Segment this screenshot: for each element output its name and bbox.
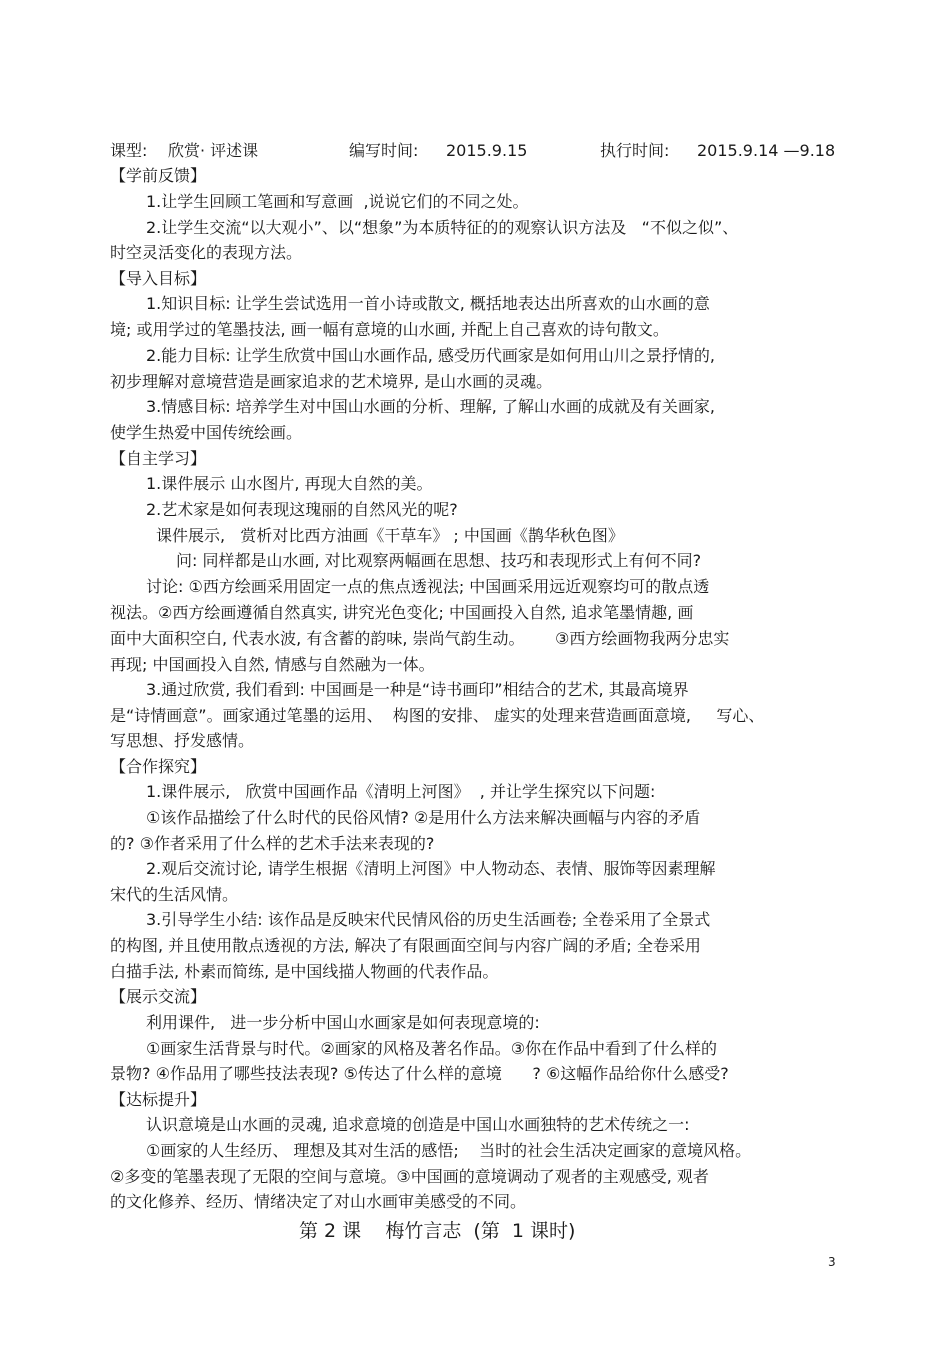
execution-time-label: 执行时间: <box>600 141 670 160</box>
section-heading-presentation: 【展示交流】 <box>110 987 207 1006</box>
body-line: 3.情感目标: 培养学生对中国山水画的分析、理解, 了解山水画的成就及有关画家, <box>146 397 716 416</box>
body-line: 白描手法, 朴素而简练, 是中国线描人物画的代表作品。 <box>110 962 499 981</box>
body-line: 写思想、抒发感情。 <box>110 731 255 750</box>
section-heading-objectives: 【导入目标】 <box>110 269 207 288</box>
section-heading-self-study: 【自主学习】 <box>110 449 207 468</box>
section-heading-assessment: 【达标提升】 <box>110 1090 207 1109</box>
body-line: ①画家生活背景与时代。②画家的风格及著名作品。③你在作品中看到了什么样的 <box>146 1039 718 1058</box>
section-heading-pre-feedback: 【学前反馈】 <box>110 166 207 185</box>
body-line: 是“诗情画意”。画家通过笔墨的运用、 构图的安排、 虚实的处理来营造画面意境, 写心、 <box>110 706 765 725</box>
body-line: 景物? ④作品用了哪些技法表现? ⑤传达了什么样的意境 ? ⑥这幅作品给你什么感受? <box>110 1064 729 1083</box>
body-line: 初步理解对意境营造是画家追求的艺术境界, 是山水画的灵魂。 <box>110 372 553 391</box>
body-line: 3.引导学生小结: 该作品是反映宋代民情风俗的历史生活画卷; 全卷采用了全景式 <box>146 910 711 929</box>
body-line: 3.通过欣赏, 我们看到: 中国画是一种是“诗书画印”相结合的艺术, 其最高境界 <box>146 680 689 699</box>
body-line: 1.知识目标: 让学生尝试选用一首小诗或散文, 概括地表达出所喜欢的山水画的意 <box>146 294 710 313</box>
body-line: 利用课件, 进一步分析中国山水画家是如何表现意境的: <box>146 1013 540 1032</box>
body-line: 视法。②西方绘画遵循自然真实, 讲究光色变化; 中国画投入自然, 追求笔墨情趣, 画 <box>110 603 694 622</box>
body-line: ①画家的人生经历、 理想及其对生活的感悟; 当时的社会生活决定画家的意境风格。 <box>146 1141 752 1160</box>
body-line: 2.让学生交流“以大观小”、以“想象”为本质特征的的观察认识方法及 “不似之似”、 <box>146 218 739 237</box>
body-line: 境; 或用学过的笔墨技法, 画一幅有意境的山水画, 并配上自己喜欢的诗句散文。 <box>110 320 669 339</box>
body-line: 时空灵活变化的表现方法。 <box>110 243 303 262</box>
lesson-type-value: 欣赏· 评述课 <box>168 141 259 160</box>
execution-time-value: 2015.9.14 —9.18 <box>697 141 836 160</box>
lesson-type-label: 课型: <box>110 141 148 160</box>
body-line: 1.课件展示, 欣赏中国画作品《清明上河图》 , 并让学生探究以下问题: <box>146 782 656 801</box>
body-line: 1.课件展示 山水图片, 再现大自然的美。 <box>146 474 433 493</box>
body-line: 宋代的生活风情。 <box>110 885 239 904</box>
document-header <box>0 141 950 163</box>
body-line: 认识意境是山水画的灵魂, 追求意境的创造是中国山水画独特的艺术传统之一: <box>146 1115 690 1134</box>
body-line: 的构图, 并且使用散点透视的方法, 解决了有限画面空间与内容广阔的矛盾; 全卷采用 <box>110 936 701 955</box>
body-line: 问: 同样都是山水画, 对比观察两幅画在思想、技巧和表现形式上有何不同? <box>176 551 702 570</box>
compiled-time-value: 2015.9.15 <box>446 141 528 160</box>
body-line: 的文化修养、经历、情绪决定了对山水画审美感受的不同。 <box>110 1192 527 1211</box>
body-line: 2.艺术家是如何表现这瑰丽的自然风光的呢? <box>146 500 458 519</box>
body-line: 面中大面积空白, 代表水波, 有含蓄的韵味, 崇尚气韵生动。 ③西方绘画物我两分忠实 <box>110 629 730 648</box>
body-line: 2.观后交流讨论, 请学生根据《清明上河图》中人物动态、表情、服饰等因素理解 <box>146 859 716 878</box>
body-line: 使学生热爱中国传统绘画。 <box>110 423 303 442</box>
body-line: 1.让学生回顾工笔画和写意画 ,说说它们的不同之处。 <box>146 192 529 211</box>
body-line: ①该作品描绘了什么时代的民俗风情? ②是用什么方法来解决画幅与内容的矛盾 <box>146 808 701 827</box>
body-line: ②多变的笔墨表现了无限的空间与意境。③中国画的意境调动了观者的主观感受, 观者 <box>110 1167 709 1186</box>
body-line: 再现; 中国画投入自然, 情感与自然融为一体。 <box>110 655 435 674</box>
compiled-time-label: 编写时间: <box>349 141 419 160</box>
section-heading-cooperative-inquiry: 【合作探究】 <box>110 757 207 776</box>
body-line: 课件展示, 赏析对比西方油画《干草车》 ; 中国画《鹊华秋色图》 <box>156 526 624 545</box>
body-line: 讨论: ①西方绘画采用固定一点的焦点透视法; 中国画采用远近观察均可的散点透 <box>146 577 710 596</box>
lesson-title: 第 2 课 梅竹言志 (第 1 课时) <box>299 1220 576 1242</box>
body-line: 2.能力目标: 让学生欣赏中国山水画作品, 感受历代画家是如何用山川之景抒情的, <box>146 346 716 365</box>
body-line: 的? ③作者采用了什么样的艺术手法来表现的? <box>110 834 435 853</box>
page-number: 3 <box>828 1255 836 1269</box>
